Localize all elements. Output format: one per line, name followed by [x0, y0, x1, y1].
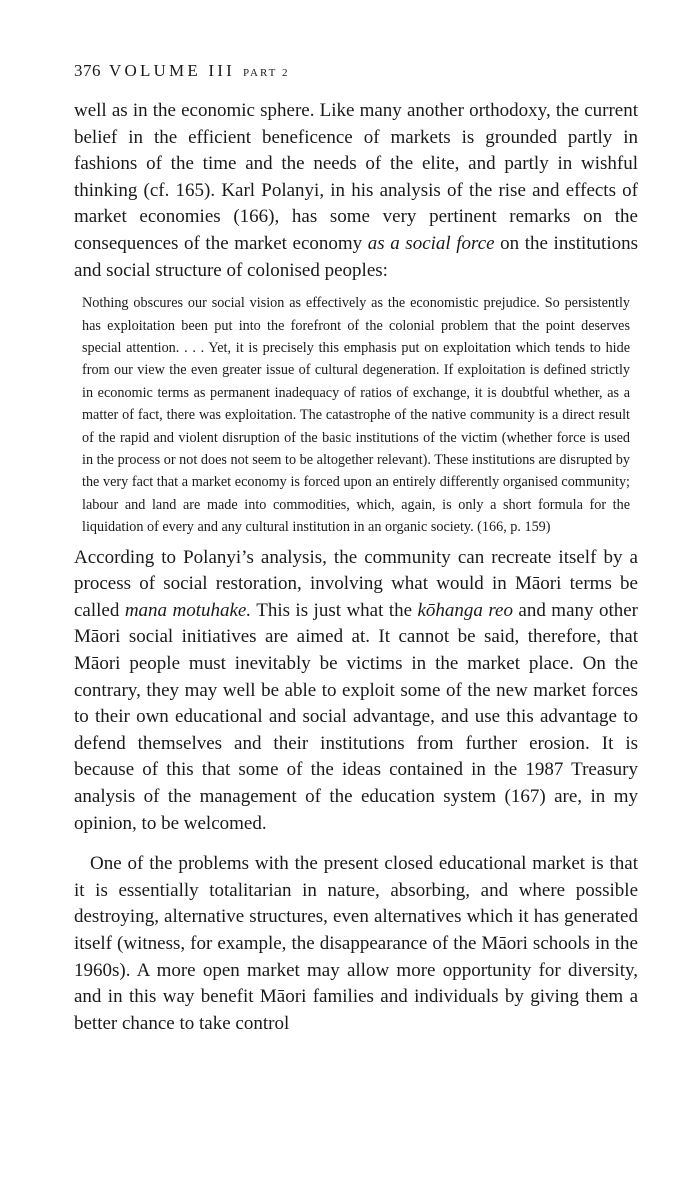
paragraph-text: on the institutions and social structure of colonised peoples: [74, 232, 638, 281]
paragraph-polanyi-analysis [74, 545, 638, 838]
paragraph-text: This is just what the [251, 599, 418, 621]
paragraph-text: well as in the economic sphere. Like many another orthodoxy, the current belief in the efficient beneficence of markets is grounded partly in fashions of the time and the needs of the elite, and partly in wishful thinking (cf. 165). Karl Polanyi, in his analysis of the rise and effects of market economies (166), has some very pertinent remarks on the consequences of the market economy [74, 100, 638, 254]
paragraph-text: According to Polanyi’s analysis, the community can recreate itself by a process of social restoration, involving what would in Māori terms be called [74, 546, 638, 621]
page-number: 376 [74, 61, 101, 80]
volume-label: VOLUME III [109, 61, 235, 80]
paragraph-text: and many other Māori social initiatives are aimed at. It cannot be said, therefore, that Māori people must inevitably be victims in the market place. On the contrary, they may well be able to exploit some of the new market forces to their own educational and social advantage, and use this advantage to defend themselves and their institutions from further erosion. It is because of this that some of the ideas contained in the 1987 Treasury analysis of the management of the education system (167) are, in my opinion, to be welcomed. [74, 599, 639, 834]
emphasis-text: kōhanga reo [417, 599, 513, 621]
running-head [74, 60, 638, 84]
book-page [74, 60, 638, 1037]
emphasis-text: as a social force [367, 232, 495, 254]
part-label: PART 2 [242, 67, 290, 79]
paragraph-continued [74, 98, 638, 284]
paragraph-closed-market: One of the problems with the present closed educational market is that it is essentially totalitarian in nature, absorbing, and where possible destroying, alternative structures, even alternatives which it has generated itself (witness, for example, the disappearance of the Māori schools in the 1960s). A more open market may allow more opportunity for diversity, and in this way benefit Māori families and individuals by giving them a better chance to take control [74, 853, 638, 1034]
emphasis-text: mana motuhake. [124, 599, 252, 621]
block-quote: Nothing obscures our social vision as effectively as the economistic prejudice. So persistently has exploitation been put into the forefront of the colonial problem that the point deserves special attention. . . . Yet, it is precisely this emphasis put on exploitation which tends to hide from our view the even greater issue of cultural degeneration. If exploitation is defined strictly in economic terms as permanent inadequacy of ratios of exchange, it is doubtful whether, as a matter of fact, there was exploitation. The catastrophe of the native community is a direct result of the rapid and violent disruption of the basic institutions of the victim (whether force is used in the process or not does not seem to be altogether relevant). These institutions are disrupted by the very fact that a market economy is forced upon an entirely differently organised community; labour and land are made into commodities, which, again, is only a short formula for the liquidation of every and any cultural institution in an organic society. (166, p. 159) [82, 295, 630, 536]
